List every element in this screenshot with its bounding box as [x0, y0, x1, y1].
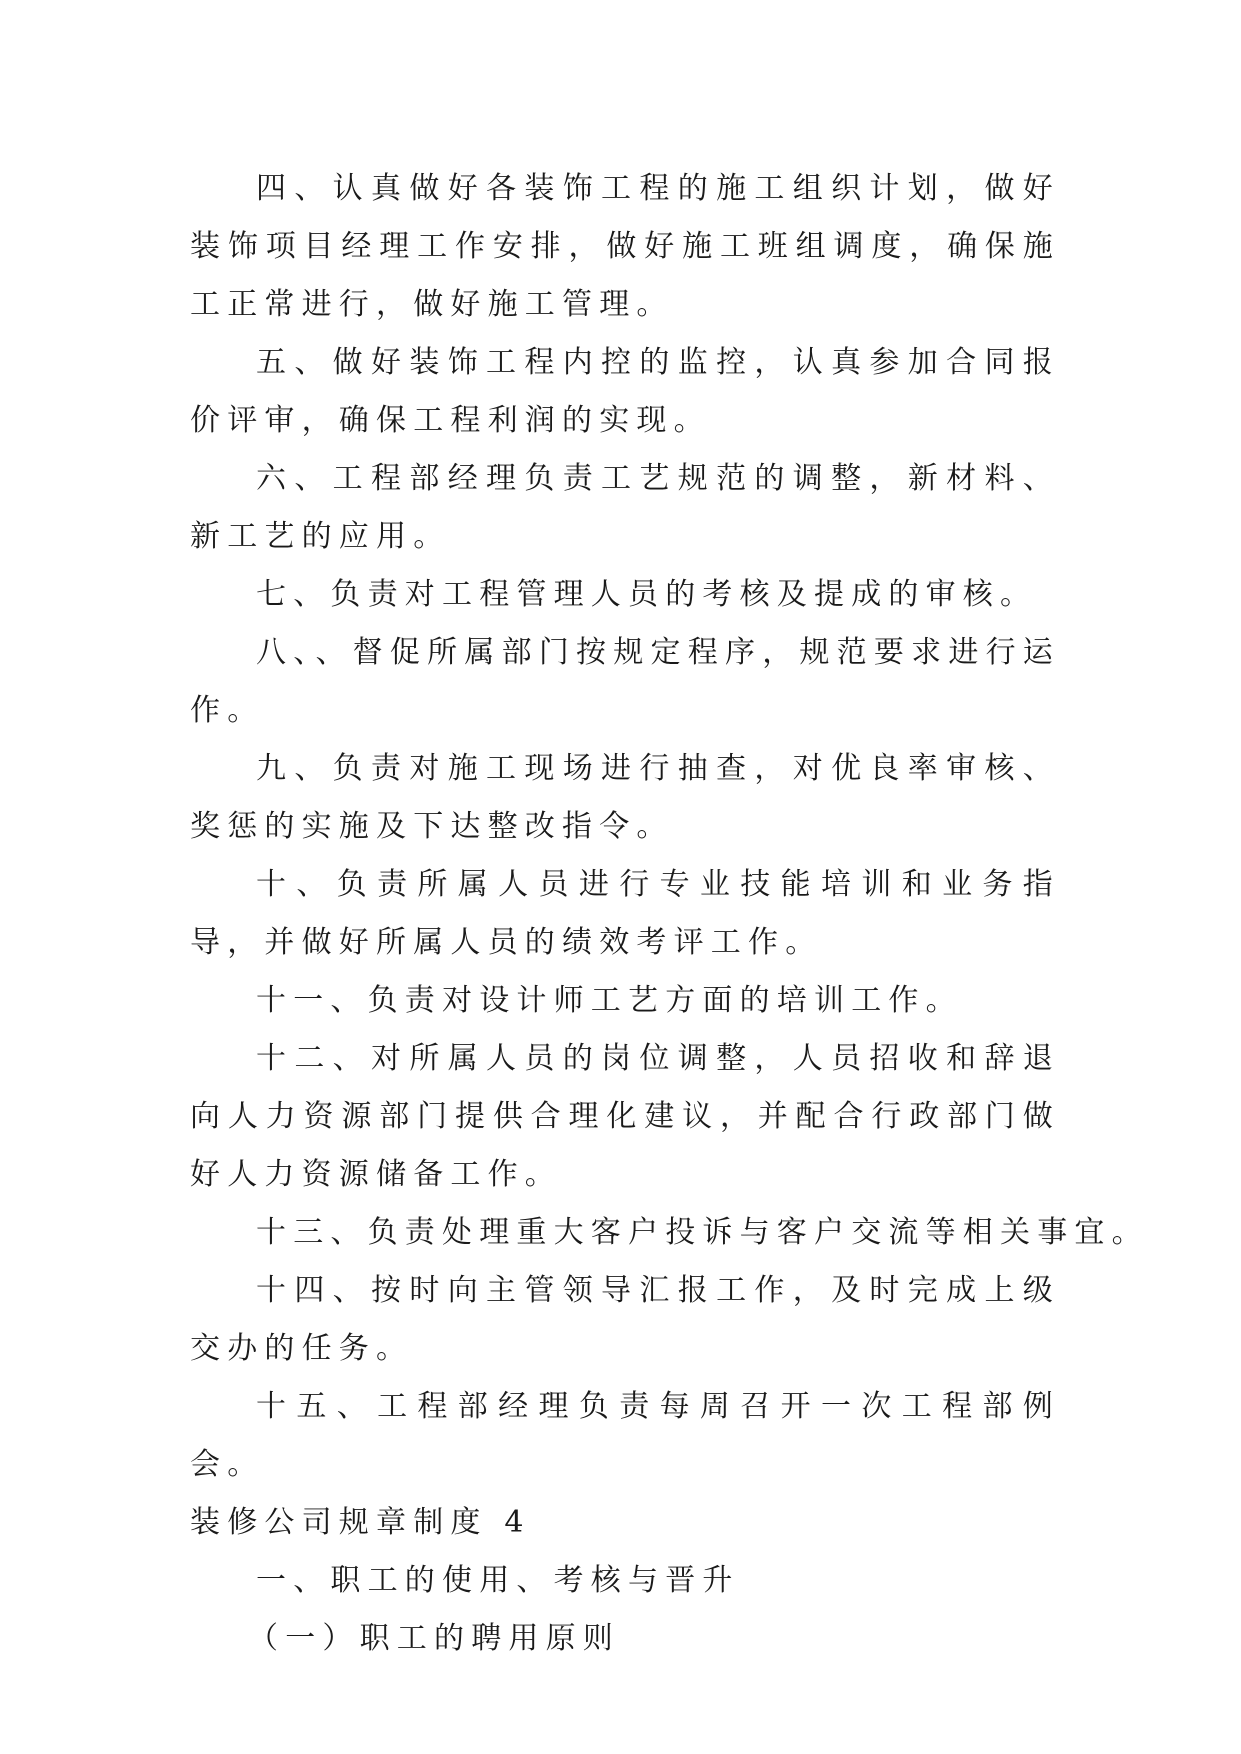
paragraph-5: 五、做好装饰工程内控的监控，认真参加合同报价评审，确保工程利润的实现。	[190, 345, 1060, 438]
paragraph-13: 十三、负责处理重大客户投诉与客户交流等相关事宜。	[256, 1215, 1149, 1250]
paragraph-6: 六、工程部经理负责工艺规范的调整，新材料、新工艺的应用。	[190, 461, 1060, 554]
paragraph-11: 十一、负责对设计师工艺方面的培训工作。	[256, 983, 963, 1018]
paragraph-14: 十四、按时向主管领导汇报工作，及时完成上级交办的任务。	[190, 1273, 1060, 1366]
subheading-staff-use: 一、职工的使用、考核与晋升	[256, 1563, 740, 1598]
section-heading: 装修公司规章制度 4	[190, 1505, 531, 1540]
document-body	[190, 160, 1149, 1668]
paragraph-10: 十、负责所属人员进行专业技能培训和业务指导，并做好所属人员的绩效考评工作。	[190, 867, 1060, 960]
paragraph-9: 九、负责对施工现场进行抽查，对优良率审核、奖惩的实施及下达整改指令。	[190, 751, 1060, 844]
paragraph-7: 七、负责对工程管理人员的考核及提成的审核。	[256, 577, 1038, 612]
paragraph-12: 十二、对所属人员的岗位调整，人员招收和辞退向人力资源部门提供合理化建议，并配合行政部门做好人力资源储备工作。	[190, 1041, 1060, 1192]
paragraph-8: 八、、督促所属部门按规定程序，规范要求进行运作。	[190, 635, 1060, 728]
paragraph-4: 四、认真做好各装饰工程的施工组织计划，做好装饰项目经理工作安排，做好施工班组调度，确保施工正常进行，做好施工管理。	[190, 171, 1060, 322]
paragraph-15: 十五、工程部经理负责每周召开一次工程部例会。	[190, 1389, 1060, 1482]
subheading-hiring-principles: （一）职工的聘用原则	[248, 1621, 620, 1656]
